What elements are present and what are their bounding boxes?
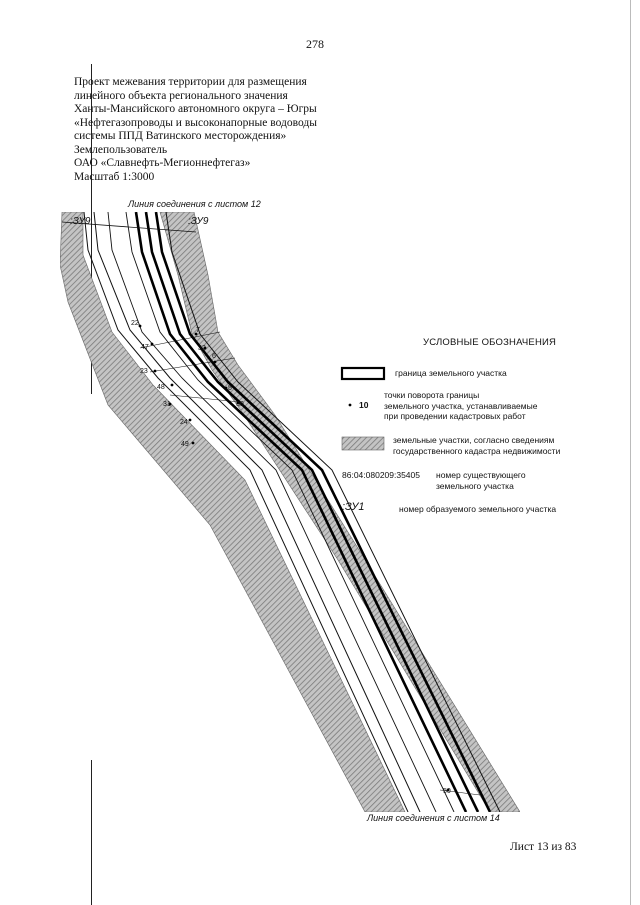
legend-point-swatch xyxy=(349,404,352,407)
header-line: Землепользователь xyxy=(74,143,168,156)
turn-point xyxy=(225,387,228,390)
header-line: Проект межевания территории для размещения xyxy=(74,76,307,88)
turn-point xyxy=(192,442,195,445)
page-number: 278 xyxy=(306,37,324,51)
point-label: 50 xyxy=(443,788,451,795)
legend-boundary-text: граница земельного участка xyxy=(395,368,507,378)
turn-point xyxy=(151,343,154,346)
point-label: 5 xyxy=(228,385,232,392)
legend-text-line: государственного кадастра недвижимости xyxy=(393,445,561,456)
parcel-label: :ЗУ9 xyxy=(70,216,91,227)
point-label: 49 xyxy=(181,441,189,448)
turn-point xyxy=(189,419,192,422)
point-label: 24 xyxy=(180,419,188,426)
parcel-label: :ЗУ9 xyxy=(188,216,209,227)
legend-point-sample: 10 xyxy=(359,400,369,410)
point-label: 47 xyxy=(141,344,149,351)
turn-point xyxy=(139,325,142,328)
legend-new-number-text: номер образуемого земельного участка xyxy=(399,504,557,514)
legend-text-line: номер существующего xyxy=(436,470,526,480)
header-line: Масштаб 1:3000 xyxy=(74,170,155,183)
header-line: линейного объекта регионального значения xyxy=(74,89,288,102)
point-label: 23 xyxy=(140,368,148,375)
point-label: 22 xyxy=(131,320,139,327)
header-line: «Нефтегазопроводы и высоконапорные водоводы xyxy=(74,116,317,129)
legend-existing-text xyxy=(393,435,560,456)
legend-boundary-swatch xyxy=(342,368,384,379)
legend-text-line: земельные участки, согласно сведениям xyxy=(393,435,555,445)
point-label: 30 xyxy=(236,401,244,408)
point-label: 6 xyxy=(212,353,216,360)
bottom-connection-label: Линия соединения с листом 14 xyxy=(367,813,500,823)
legend-existing-swatch xyxy=(342,437,384,450)
point-label: 7 xyxy=(196,327,200,334)
header-line: ОАО «Славнефть-Мегионнефтегаз» xyxy=(74,157,251,169)
legend-text-line: земельного участка xyxy=(436,480,514,491)
legend-title: УСЛОВНЫЕ ОБОЗНАЧЕНИЯ xyxy=(423,337,557,348)
top-connection-label: Линия соединения с листом 12 xyxy=(128,199,261,209)
header-line: системы ППД Ватинского месторождения» xyxy=(74,130,287,142)
point-label: 31 xyxy=(163,401,171,408)
point-label: 32 xyxy=(198,345,206,352)
legend-text-line: земельного участка, устанавливаемые xyxy=(384,400,538,411)
legend-existing-number-text xyxy=(436,470,526,491)
corridor-line xyxy=(108,212,436,812)
turn-point xyxy=(154,370,157,373)
legend-text-line: при проведении кадастровых работ xyxy=(384,411,526,421)
legend-text-line: точки поворота границы xyxy=(384,390,480,400)
header-line: Ханты-Мансийского автономного округа – Югры xyxy=(74,103,317,115)
turn-point xyxy=(214,361,217,364)
legend-existing-number-sample: 86:04:080209:35405 xyxy=(342,470,420,480)
point-label: 48 xyxy=(157,384,165,391)
turn-point xyxy=(171,384,174,387)
legend-points-text xyxy=(384,390,537,422)
legend-new-number-sample: :ЗУ1 xyxy=(342,501,365,513)
sheet-number: Лист 13 из 83 xyxy=(510,841,577,853)
